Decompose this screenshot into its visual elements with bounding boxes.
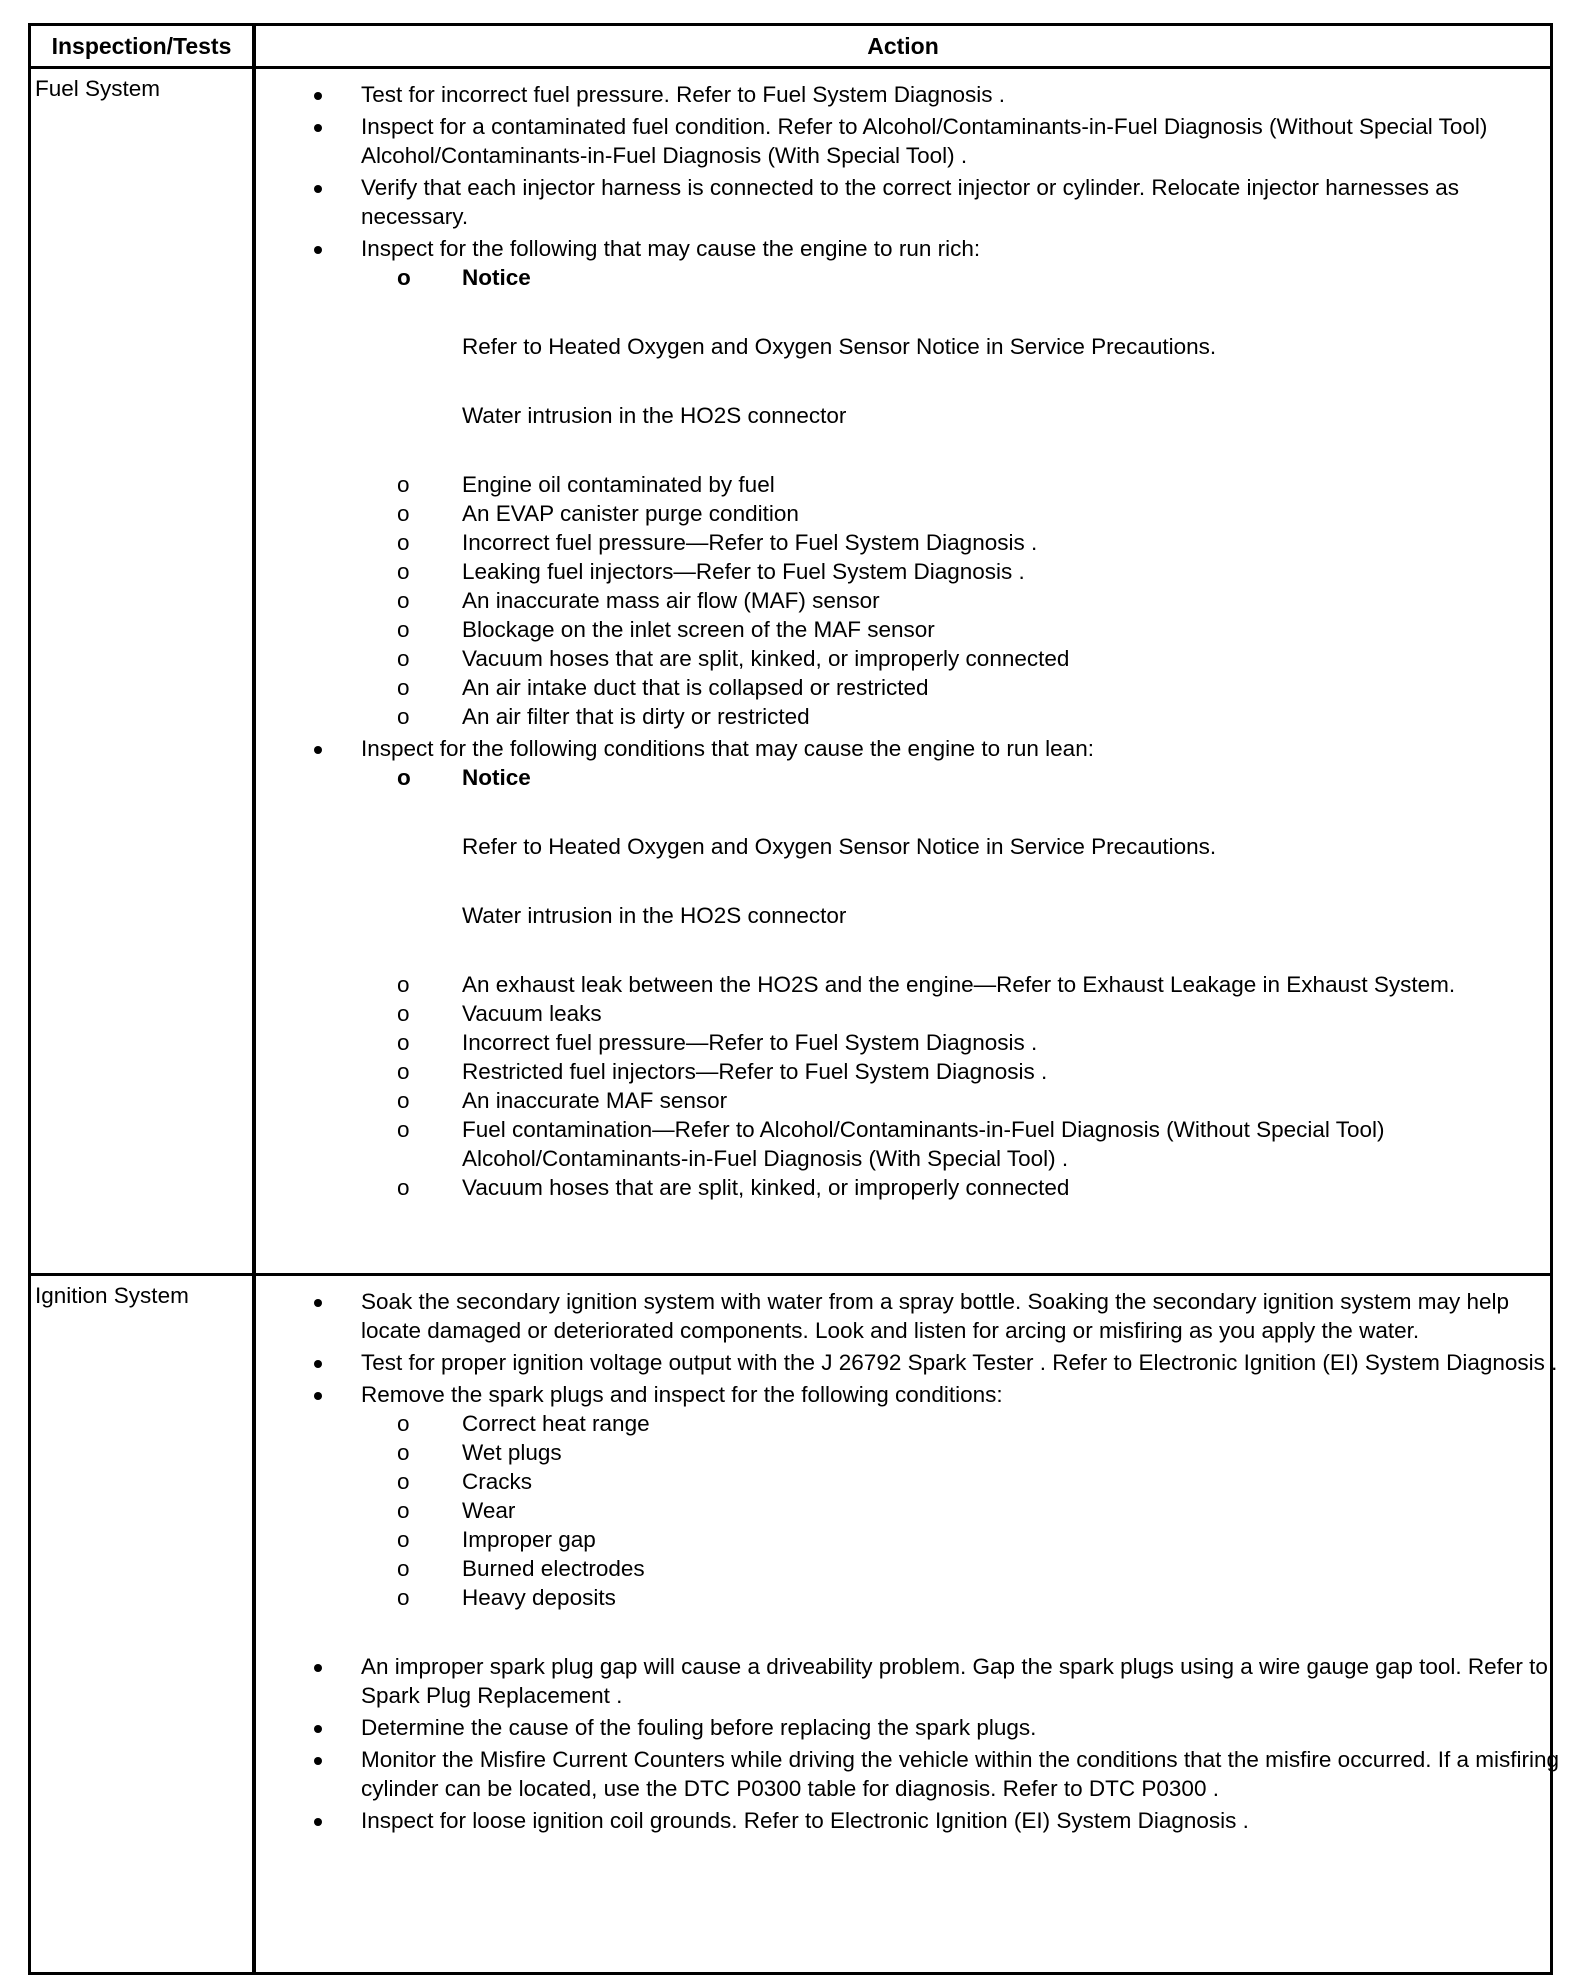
category-ignition-system: Ignition System [35,1283,189,1308]
action-item: Test for incorrect fuel pressure. Refer to Fuel System Diagnosis . [281,80,1571,109]
sub-item: o An EVAP canister purge condition [281,499,1571,528]
ignition-system-actions [281,1287,1571,1838]
action-item: An improper spark plug gap will cause a driveability problem. Gap the spark plugs using a wire gauge gap tool. Refer to Spark Plug Replacement . [281,1652,1571,1710]
sub-item: o An air intake duct that is collapsed or restricted [281,673,1571,702]
action-item-plugs [281,1380,1571,1612]
sub-item: o Restricted fuel injectors—Refer to Fuel System Diagnosis . [281,1057,1571,1086]
rich-heading: Inspect for the following that may cause the engine to run rich: [361,236,981,261]
sub-item: o Engine oil contaminated by fuel [281,470,1571,499]
sub-item: o Wear [281,1496,1571,1525]
action-item-rich [281,234,1571,731]
notice-item: Water intrusion in the HO2S connector [462,903,847,928]
notice-label: o Notice [281,763,1571,792]
sub-item: o Vacuum hoses that are split, kinked, or improperly connected [281,644,1571,673]
header-action: Action [867,33,939,59]
action-item-lean [281,734,1571,1202]
lean-heading: Inspect for the following conditions that may cause the engine to run lean: [361,736,1094,761]
sub-item: o Burned electrodes [281,1554,1571,1583]
sub-item: o Cracks [281,1467,1571,1496]
sub-item: o Incorrect fuel pressure—Refer to Fuel System Diagnosis . [281,1028,1571,1057]
category-fuel-system: Fuel System [35,76,161,101]
notice-text: Refer to Heated Oxygen and Oxygen Sensor Notice in Service Precautions. [462,334,1217,359]
column-divider [252,26,256,1972]
sub-item: o Fuel contamination—Refer to Alcohol/Contaminants-in-Fuel Diagnosis (Without Special Tool) Alcohol/Contaminants-in-Fuel Diagnosis (With Special Tool) . [281,1115,1571,1173]
header-inspection-tests: Inspection/Tests [51,33,232,59]
sub-item: o Leaking fuel injectors—Refer to Fuel System Diagnosis . [281,557,1571,586]
sub-item: o Correct heat range [281,1409,1571,1438]
sub-item: o An air filter that is dirty or restricted [281,702,1571,731]
action-item: Test for proper ignition voltage output with the J 26792 Spark Tester . Refer to Electronic Ignition (EI) System Diagnosis . [281,1348,1571,1377]
sub-item: o Blockage on the inlet screen of the MAF sensor [281,615,1571,644]
sub-item: o Vacuum leaks [281,999,1571,1028]
sub-item: o Vacuum hoses that are split, kinked, or improperly connected [281,1173,1571,1202]
notice-text: Refer to Heated Oxygen and Oxygen Sensor Notice in Service Precautions. [462,834,1217,859]
header-divider [31,66,1550,69]
notice-label: o Notice [281,263,1571,292]
action-item: Inspect for a contaminated fuel condition. Refer to Alcohol/Contaminants-in-Fuel Diagnosis (Without Special Tool) Alcohol/Contaminants-in-Fuel Diagnosis (With Special Tool) . [281,112,1571,170]
action-item: Soak the secondary ignition system with water from a spray bottle. Soaking the secondary ignition system may help locate damaged or deteriorated components. Look and listen for arcing or misfiring as you apply the water. [281,1287,1571,1345]
sub-item: o Incorrect fuel pressure—Refer to Fuel System Diagnosis . [281,528,1571,557]
action-item: Determine the cause of the fouling before replacing the spark plugs. [281,1713,1571,1742]
row-divider [31,1273,1550,1276]
action-item: Verify that each injector harness is connected to the correct injector or cylinder. Relocate injector harnesses as necessary. [281,173,1571,231]
sub-item: o An inaccurate mass air flow (MAF) sensor [281,586,1571,615]
inspection-table [28,23,1560,1975]
sub-item: o Heavy deposits [281,1583,1571,1612]
sub-item: o An exhaust leak between the HO2S and the engine—Refer to Exhaust Leakage in Exhaust System. [281,970,1571,999]
action-item: Inspect for loose ignition coil grounds. Refer to Electronic Ignition (EI) System Diagnosis . [281,1806,1571,1835]
sub-item: o An inaccurate MAF sensor [281,1086,1571,1115]
sub-item: o Wet plugs [281,1438,1571,1467]
action-item: Monitor the Misfire Current Counters while driving the vehicle within the conditions that the misfire occurred. If a misfiring cylinder can be located, use the DTC P0300 table for diagnosis. Refer to DTC P0300 . [281,1745,1571,1803]
fuel-system-actions [281,80,1571,1205]
plugs-heading: Remove the spark plugs and inspect for the following conditions: [361,1382,1003,1407]
sub-item: o Improper gap [281,1525,1571,1554]
notice-item: Water intrusion in the HO2S connector [462,403,847,428]
